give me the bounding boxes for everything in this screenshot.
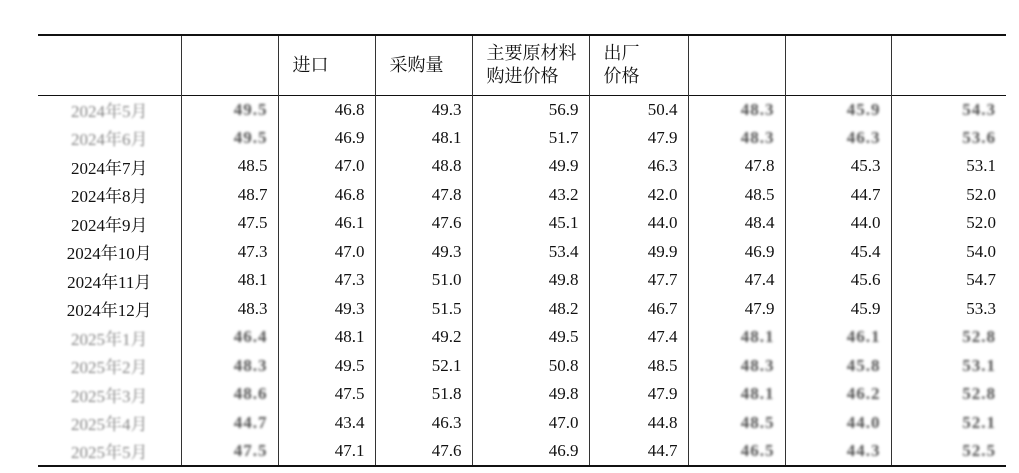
value-cell: 47.0: [278, 238, 375, 267]
column-header-1: [181, 35, 278, 95]
value-cell: 53.3: [891, 295, 1006, 324]
value-cell: 45.9: [785, 95, 891, 124]
month-cell: 2024年7月: [71, 158, 148, 178]
value-cell: 53.1: [891, 352, 1006, 381]
value-cell: 46.3: [785, 124, 891, 153]
table-row: [38, 209, 1006, 238]
value-cell: 52.8: [891, 323, 1006, 352]
table-row: [38, 380, 1006, 409]
value-cell: 45.8: [785, 352, 891, 381]
value-cell: 52.0: [891, 209, 1006, 238]
value-cell: 45.4: [785, 238, 891, 267]
value-cell: 46.1: [278, 209, 375, 238]
value-cell: 53.6: [891, 124, 1006, 153]
value-cell: 46.8: [278, 181, 375, 210]
value-cell: 52.8: [891, 380, 1006, 409]
value-cell: 49.5: [181, 95, 278, 124]
table-body: [38, 95, 1006, 466]
value-cell: 44.7: [181, 409, 278, 438]
month-cell: 2024年12月: [66, 301, 152, 321]
value-cell: 43.4: [278, 409, 375, 438]
header-row: [38, 35, 1006, 95]
column-header-8: [891, 35, 1006, 95]
table-row: [38, 323, 1006, 352]
value-cell: 42.0: [589, 181, 688, 210]
table-row: [38, 437, 1006, 466]
value-cell: 48.5: [589, 352, 688, 381]
month-cell: 2025年4月: [71, 415, 148, 435]
value-cell: 50.4: [589, 95, 688, 124]
value-cell: 48.1: [278, 323, 375, 352]
value-cell: 49.5: [278, 352, 375, 381]
month-cell: 2024年8月: [71, 187, 148, 207]
value-cell: 48.5: [688, 409, 785, 438]
value-cell: 44.0: [785, 409, 891, 438]
value-cell: 47.7: [589, 266, 688, 295]
data-table-container: [38, 34, 1006, 467]
value-cell: 49.8: [472, 266, 589, 295]
table-row: [38, 295, 1006, 324]
value-cell: 49.2: [375, 323, 472, 352]
value-cell: 45.6: [785, 266, 891, 295]
value-cell: 48.1: [688, 380, 785, 409]
value-cell: 49.5: [472, 323, 589, 352]
value-cell: 48.8: [375, 152, 472, 181]
column-header-7: [785, 35, 891, 95]
table-row: [38, 409, 1006, 438]
value-cell: 51.7: [472, 124, 589, 153]
value-cell: 47.5: [278, 380, 375, 409]
value-cell: 47.9: [688, 295, 785, 324]
value-cell: 51.5: [375, 295, 472, 324]
value-cell: 52.1: [375, 352, 472, 381]
value-cell: 54.7: [891, 266, 1006, 295]
value-cell: 52.0: [891, 181, 1006, 210]
column-header-4: 主要原材料 购进价格: [472, 35, 589, 95]
month-cell: 2024年9月: [71, 215, 148, 235]
value-cell: 48.4: [688, 209, 785, 238]
value-cell: 49.9: [589, 238, 688, 267]
value-cell: 44.7: [589, 437, 688, 466]
value-cell: 47.9: [589, 380, 688, 409]
value-cell: 47.0: [278, 152, 375, 181]
value-cell: 48.5: [181, 152, 278, 181]
month-cell: 2025年2月: [71, 358, 148, 378]
value-cell: 46.8: [278, 95, 375, 124]
table-row: [38, 266, 1006, 295]
column-header-3: 采购量: [375, 35, 472, 95]
value-cell: 49.9: [472, 152, 589, 181]
value-cell: 44.7: [785, 181, 891, 210]
value-cell: 45.1: [472, 209, 589, 238]
value-cell: 46.9: [688, 238, 785, 267]
value-cell: 46.5: [688, 437, 785, 466]
value-cell: 44.0: [589, 209, 688, 238]
month-cell: 2024年6月: [71, 130, 148, 150]
value-cell: 52.5: [891, 437, 1006, 466]
value-cell: 48.3: [181, 295, 278, 324]
value-cell: 47.6: [375, 209, 472, 238]
value-cell: 47.3: [278, 266, 375, 295]
value-cell: 43.2: [472, 181, 589, 210]
value-cell: 48.1: [688, 323, 785, 352]
value-cell: 47.8: [375, 181, 472, 210]
value-cell: 53.4: [472, 238, 589, 267]
month-cell: 2024年5月: [71, 102, 148, 121]
value-cell: 44.0: [785, 209, 891, 238]
month-cell: 2025年5月: [38, 437, 181, 466]
value-cell: 51.0: [375, 266, 472, 295]
value-cell: 48.3: [688, 95, 785, 124]
table-row: [38, 152, 1006, 181]
value-cell: 49.3: [375, 238, 472, 267]
value-cell: 54.3: [891, 95, 1006, 124]
value-cell: 47.5: [181, 209, 278, 238]
value-cell: 48.7: [181, 181, 278, 210]
month-cell: 2025年1月: [71, 329, 148, 349]
column-header-5: 出厂 价格: [589, 35, 688, 95]
value-cell: 48.1: [375, 124, 472, 153]
value-cell: 49.3: [278, 295, 375, 324]
value-cell: 47.6: [375, 437, 472, 466]
value-cell: 52.1: [891, 409, 1006, 438]
table-row: [38, 181, 1006, 210]
value-cell: 46.3: [589, 152, 688, 181]
value-cell: 46.3: [375, 409, 472, 438]
month-cell: 2024年10月: [66, 244, 152, 264]
value-cell: 51.8: [375, 380, 472, 409]
value-cell: 45.3: [785, 152, 891, 181]
value-cell: 49.3: [375, 95, 472, 124]
value-cell: 45.9: [785, 295, 891, 324]
value-cell: 46.1: [785, 323, 891, 352]
value-cell: 48.1: [181, 266, 278, 295]
value-cell: 46.7: [589, 295, 688, 324]
table-row: [38, 124, 1006, 153]
month-cell: 2025年3月: [71, 386, 148, 406]
value-cell: 47.4: [688, 266, 785, 295]
table-row: [38, 238, 1006, 267]
value-cell: 47.3: [181, 238, 278, 267]
value-cell: 48.5: [688, 181, 785, 210]
value-cell: 53.1: [891, 152, 1006, 181]
value-cell: 47.1: [278, 437, 375, 466]
value-cell: 47.9: [589, 124, 688, 153]
table-row: [38, 352, 1006, 381]
value-cell: 50.8: [472, 352, 589, 381]
column-header-0: [38, 35, 181, 95]
value-cell: 46.9: [472, 437, 589, 466]
column-header-2: 进口: [278, 35, 375, 95]
value-cell: 54.0: [891, 238, 1006, 267]
value-cell: 44.3: [785, 437, 891, 466]
value-cell: 46.9: [278, 124, 375, 153]
value-cell: 48.6: [181, 380, 278, 409]
value-cell: 47.0: [472, 409, 589, 438]
value-cell: 47.4: [589, 323, 688, 352]
value-cell: 47.8: [688, 152, 785, 181]
value-cell: 49.5: [181, 124, 278, 153]
value-cell: 47.5: [181, 437, 278, 466]
value-cell: 56.9: [472, 95, 589, 124]
value-cell: 44.8: [589, 409, 688, 438]
value-cell: 46.2: [785, 380, 891, 409]
value-cell: 48.3: [688, 124, 785, 153]
month-cell: 2024年11月: [67, 272, 152, 292]
column-header-6: [688, 35, 785, 95]
value-cell: 46.4: [181, 323, 278, 352]
table-header: [38, 35, 1006, 95]
pmi-subindex-table: [38, 34, 1006, 467]
value-cell: 48.3: [181, 352, 278, 381]
table-row: [38, 95, 1006, 124]
value-cell: 49.8: [472, 380, 589, 409]
value-cell: 48.3: [688, 352, 785, 381]
value-cell: 48.2: [472, 295, 589, 324]
